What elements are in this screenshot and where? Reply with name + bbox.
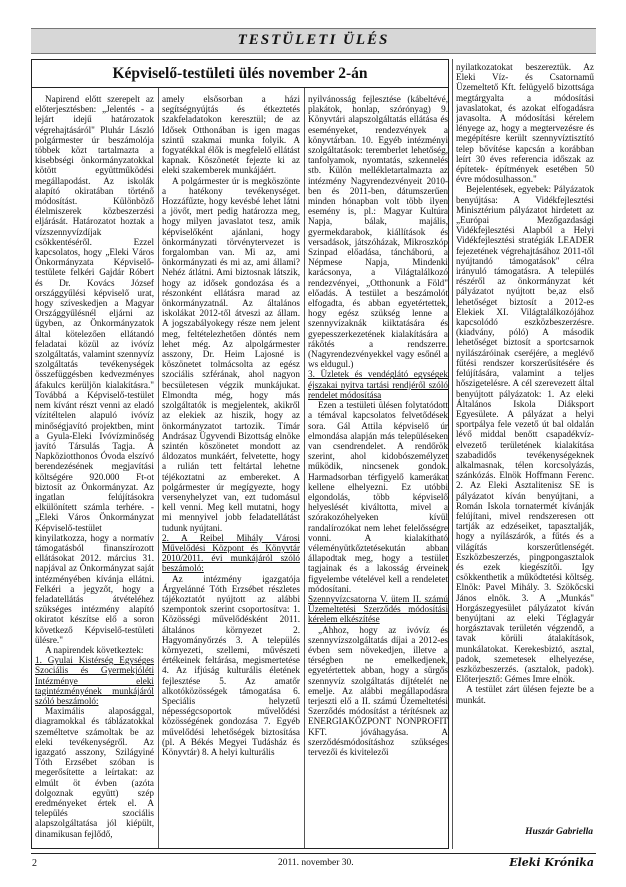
paragraph: nyilatkozatokat beszereztük. Az Eleki Víz- és Csatornamű Üzemeltető Kft. felügyelő bizottsága megtárgyalta a módosítási javaslatokat, és azokat elfogadásra javasolta. A módosítási kérelem lényege az, hogy a megtervezésre és megépítésre került szennyvíztisztító telep bővítése kapcsán a korábban leírt 30 éves referencia időszak az építetek- építmények esetében 50 évre módosulhasson.": [456, 62, 594, 185]
paragraph: A polgármester úr is megköszönte a hatékony tevékenységet. Hozzáfűzte, hogy kevésbé lehet látni a jövőt, mert pedig határozza meg, hogy milyen javaslatot tesz, amik képviselőként ajánlani, hogy önkormányzati törvénytervezet is forgalomban van. Mi az, ami önkormányzati és mi az, ami állami? Nehéz átlátni. Ami biztosnak látszik, hogy az idősek gondozása és a részonként ellátásra marad az önkormányzatnál. Az általános iskolákat 2012-től átveszi az állam. A jogszabályokegy része nem jelent meg, feltételezhetően döntés nem lehet még. Az alpolgármester asszony, Dr. Heim Lajosné is köszönetet tolmácsolta az egész szociális szférának, ahol nagyon becsületesen végzik munkájukat. Elmondta még, hogy más szolgáltatók is megjelentek, akikről az elekiek az hiszik, hogy az önkormányzatot tartozik. Tímár Andrásaz Ügyvendi Bizottság elnöke szintén köszönetet mondott az áldozatos munkáért, felvetette, hogy a rulián tett feltártal lehetne téjékoztatni az embereket. A polgármester úr megígyezte, hogy versenyhelyzet van, ezt tudomásul kell venni. Meg kell mutatni, hogy mi mennyivel jobb feladatellátást tudunk nyújtani.: [162, 175, 300, 533]
paragraph: Bejelentések, egyebek: Pályázatok benyújtása: A Vidékfejlesztési Minisztérium pályázatot hirdetett az „Európai Mezőgazdasági Vidékfejlesztési Alapból a Helyi Vidékfejlesztési stratégiák LEADER fejezetének végrehajtásához 2011-től nyújtandó támogatások" célra irányuló támogatásra. A település részéről az önkormányzat két pályázatot nyújtott be,az első lehetőséget biztosít a 2012-es Elekiek XI. Világtalálkozójához kapcsolódó eszközbeszerzésre. (kiadvány, póló) A második lehetőséget biztosít a sportcsarnok nyilászáróinak cseréjére, a meglévő fűtési rendszer korszerűsítésére és felújítására, valamint a teljes hőszigetelésre. A cél szerevezett által benyújtott pályázatok: 1. Az eleki Általános Iskola Diáksport Egyesülete. A pályázat a helyi sportpálya fele vezető út bal oldalán lévő middal benőtt csapadékvíz-elvezető területének kialakítása szabadidős tevékenységeknek alkalmasnak, télen korcsolyázás, szánkózás. Elnök Hoffmann Ferenc. 2. Az Eleki Asztalitenisz SE is pályázatot kíván benyújtani, a Román Iskola tornatermét kívánják felújítani, mivel rendszeresen ott tartják az edzéseiket, tapasztalják, hogy a nyílászárók, a fűtés és a világítás korszerűtlenségét. Eszközbeszerzés, pingpongasztalok és ezek kiegészítői. Igy csökkenthetik a működtetési költség. Elnök: Pavel Mihály. 3. Szökőcski János elnök. 3. A „Munkás" Horgászegyesület pályázatot kíván benyújtani az eleki Téglagyár horgásztavak területén végzendő, a tavak körüli átalakítások, munkálatokat. Kerekesbiztó, asztal, padok, szemetesek elhelyezése, eszközbeszerzés. (asztalok, padok). Előterjesztő: Gémes Imre elnök.: [456, 184, 594, 685]
paragraph: amely elsősorban a házi segítségnyújtás és étkeztetés szakfeladatokon keresztül; de az Idősek Otthonában is igen magas szintű szakmai munka folyik. A fogyatékkal élők is megfelelő ellátást kapnak. Köszönetét fejezte ki az eleki szakemberek munkájáért.: [162, 94, 300, 176]
paragraph: nyilvánosság fejlesztése (kábeltévé, plakátok, honlap, szórónyag) 9. Könyvtári alapszolgáltatás ellátása és eseményeket, rendezvények a könyvtárban. 10. Egyéb intézményi szolgáltatások: teremberlet lehetőség, tanfolyamok, nyomtatás, szkennelés stb. Külön mellékletartalmazta az intézmény Nagyrendezvényeit 2010-ben és 2011-ben, dátumszerűen minden hónapban volt több ilyen esemény is, pl.: Magyar Kultúra Napja, bálak, majális, gyermekdarabok, kiállítások és versadások, játszóházak, Mikroszkóp Szinpad előadása, táncháború, a Népmese Napja, Mindenki karácsonya, a Világtalálkozó rendezvényei, „Otthonunk a Föld" előadás. A testület a beszámolót elfogadta, és abban egyetértettek, hogy egész szükség lenne a szennyvízaknák kiiktatására és gyepesszerkezetének kialakítására a rákötés a rendszerre. (Nagyrendezvényekkel vagy esőnél a ws eldugul.): [308, 94, 448, 370]
paragraph: Az intézmény igazgatója Árgyelánné Tóth Erzsébet részletes tájékoztatót nyújtott az alábbi szempontok szerint csoportosítva: 1. Közösségi művelődésként 2011. általános környezet 2. Hagyományőrzés 3. A település környezeti, szellemi, művészeti értékeinek feltárása, megismertetése 4. Az ifjúság kulturális életének fejlesztése 5. Az amatőr alkotóközösségek támogatása 6. Speciális helyzetű népességcsoportok művelődési közösségének gondozása 7. Egyéb művelődési lehetőségek biztosítása (pl. A Békés Megyei Tudásház és Könyvtár) 8. A helyi kulturális: [162, 573, 300, 757]
issue-date: 2011. november 30.: [278, 858, 354, 868]
paragraph: „Ahhoz, hogy az ivóvíz és szennyvízszolgáltatás díjai a 2012-es évben sem növekedjen, illetve a térségben ne emelkedjenek, egyetértettek abban, hogy a sürgős szennyvíz szolgáltatás díjtételét ne emelje. Az alábbi megállapodásra terjeszti elő a II. számú Üzemeltetési Szerződés módosítást a térítésnek az ENERGIAKÖZPONT NONPROFIT KFT. jóváhagyása. A szerződésmódosításhoz szükséges tervezői és kivitelezői: [308, 624, 448, 757]
paragraph: A testület zárt ülésen fejezte be a munkát.: [456, 684, 594, 705]
column-divider: [158, 88, 159, 848]
agenda-heading: 1. Gyulai Kistérség Egységes Szociális és Gyermekjóléti Intézménye eleki tagintézményének munkájáról szóló beszámoló:: [35, 655, 154, 706]
article-column-3: [308, 94, 448, 846]
page-number: 2: [32, 858, 37, 869]
agenda-heading: 2. A Reibel Mihály Városi Művelődési Központ és Könyvtár 2010/2011. évi munkájáról szóló beszámoló:: [162, 532, 300, 574]
agenda-heading: 3. Üzletek és vendéglátó egységek éjszakai nyitva tartási rendjéről szóló rendelet módosítása: [308, 369, 448, 400]
footer-divider: [31, 853, 596, 854]
article-title: Képviselő-testületi ülés november 2-án: [31, 60, 449, 88]
article-column-2: [162, 94, 300, 846]
publication-logo: Eleki Krónika: [509, 856, 594, 869]
paragraph: Ezen a testületi ülésen folytatódott a témával kapcsolatos felvetődések sora. Gál Attila képviselő úr elmondása alapján más településeken van csendrendelet. A rendőrök szerint, ahol kidobószemélyzet működik, nincsenek gondok. Harmadsorban térfigyelő kamerákat kellene elhelyezni. Ez utóbbi elgondolás, több képviselő helyeslését kiváltotta, mivel a szórakozóhelyeken kívül randalírozókat nem lehet felelősségre vonni. A kialakítható véleményütkőztetésekután abban állapodtak meg, hogy a testület tagjainak és a lakosság érveinek figyelembe vételével kell a rendeletet módosítani.: [308, 400, 448, 594]
column-divider: [452, 59, 453, 849]
author-signature: Huszár Gabriella: [525, 827, 593, 837]
paragraph: Maximális alaposággal, diagramokkal és táblázatokkal személtetve számoltak be az eleki tevékenységről. Az igazgató asszony, Szilágyiné Tóth Erzsébet szóban is megerősítette a leírtakat: az elmúlt öt évben (azóta dolgoznak együtt) szép eredményeket értek el. A település szociális alapszolgáltatása jól kiépült, dinamikusan fejlődő,: [35, 706, 154, 839]
paragraph: A napirendek következtek:: [45, 644, 144, 655]
article-column-1: [35, 94, 154, 846]
agenda-heading: Szennyvízcsatorna V. ütem II. számú Üzemeltetési Szerződés módosítási kérelem elkészítése: [308, 593, 448, 625]
paragraph: Napirend előtt szerepelt az előterjesztésben: „Jelentés - a lejárt idejű határozatok végrehajtásáról" Pluhár László polgármester úr beszámolója többek közt tartalmazta a kisebbségi önkormányzatokkal kötött együttműködési megállapodást. Az iskolák alapító okiratában történő módosítást. Különböző élelmiszerek közbeszerzési eljárását. Határozatot hoztak a vízszennyvízdíjak csökkentéséről. Ezzel kapcsolatos, hogy „Eleki Város Önkormányzata Képviselő-testülete felkéri Gajdár Róbert és Dr. Kovács József országgyűlési képviselő urat, hogy szíveskedjen a Magyar Országgyűlésnél eljárni az ügyben, az Önkormányzatok által kötelezően ellátandó feladatai közül az ivóvíz szolgáltatás, valamint szennyvíz szolgáltatás tevékenységek összefüggésben kedvezményes áfakulcs kerüljön kialakításra." Továbbá a Képviselő-testület nem kívánt részt venni az eladó vízitéltelen alapuló ivóvíz minőségjavító projektben, mint a Gyula-Eleki Ivóvízminőség javító Társulás Tagja. A Napköziotthonos Óvoda elszívó berendezésének megjavítási költségére 920.000 Ft-ot biztosít az Önkormányzat. Az ingatlan felújításokra elkülönített számla terhére. - „Eleki Város Önkormányzat Képviselő-testület kinyilatkozza, hogy a normatív támogatásból finanszírozott ellátásokat 2012. március 31. napjával az Önkormányzat saját intézményében kívánja ellátni. Felkéri a jegyzőt, hogy a feladatellátás átvételéhez szükséges intézmény alapító okiratot készítse elő a soron következő Képviselő-testületi ülésre.": [35, 94, 154, 645]
section-title: TESTÜLETI ÜLÉS: [237, 32, 390, 48]
column-divider: [304, 88, 305, 848]
article-column-4: [456, 62, 594, 824]
